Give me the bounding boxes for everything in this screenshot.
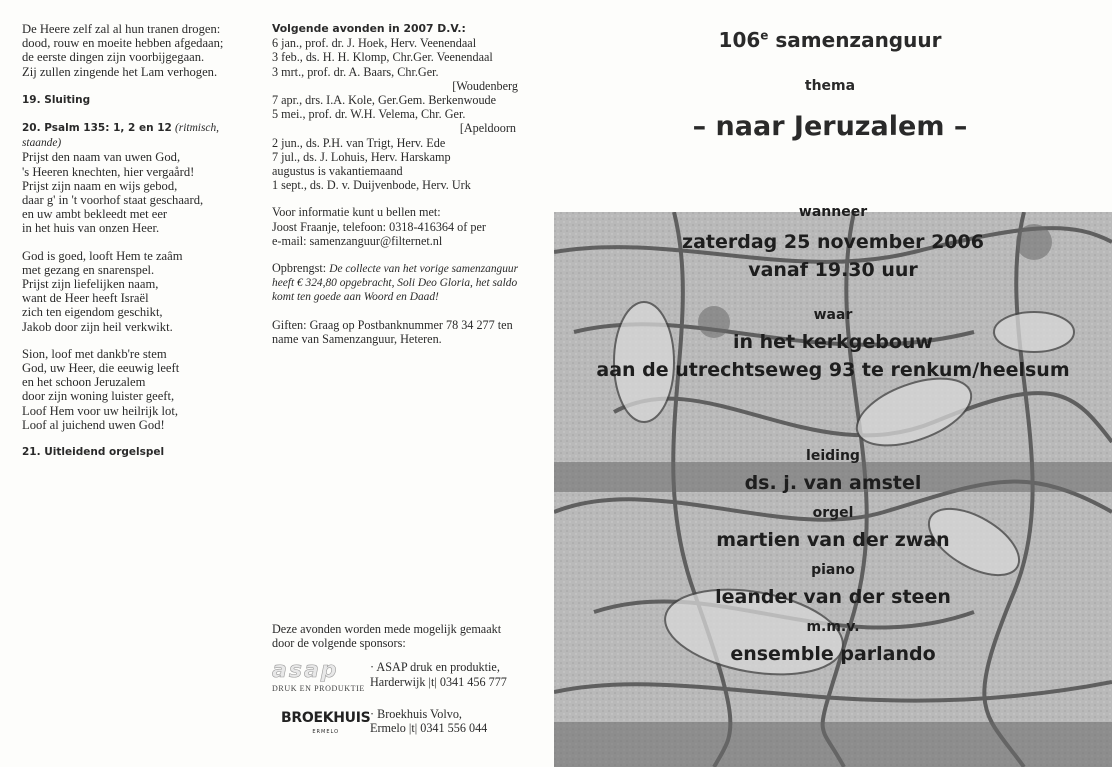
verse-line: en het schoon Jeruzalem xyxy=(22,375,146,390)
schedule-item: augustus is vakantiemaand xyxy=(272,164,403,179)
schedule-item: [Apeldoorn xyxy=(459,121,516,136)
verse-line: door zijn woning luister geeft, xyxy=(22,389,175,404)
schedule-heading: Volgende avonden in 2007 D.V.: xyxy=(272,22,466,35)
info-line: Joost Fraanje, telefoon: 0318-416364 of per xyxy=(272,219,486,234)
waar-label: waar xyxy=(813,307,853,323)
opbrengst-line: De collecte van het vorige samenzanguur xyxy=(329,263,519,276)
verse-line: want de Heer heeft Israël xyxy=(22,291,149,306)
verse-line: Zij zullen zingende het Lam verhogen. xyxy=(22,64,218,79)
asap-logo-sub: DRUK EN PRODUKTIE xyxy=(272,684,365,694)
info-line xyxy=(272,234,518,248)
item-21-heading: 21. Uitleidend orgelspel xyxy=(22,446,165,459)
sponsors-block xyxy=(272,622,522,739)
verse-line: Prijst zijn liefelijken naam, xyxy=(22,277,159,292)
contact-info xyxy=(272,205,518,248)
psalm-note: (ritmisch, staande) xyxy=(22,122,219,150)
broekhuis-logo xyxy=(272,707,370,739)
verse-line: Loof Hem voor uw heilrijk lot, xyxy=(22,403,178,418)
schedule-item: 5 mei., prof. dr. W.H. Velema, Chr. Ger. xyxy=(272,107,466,122)
schedule-item: 3 feb., ds. H. H. Klomp, Chr.Ger. Veenendaal xyxy=(272,50,493,65)
piano-name: leander van der steen xyxy=(715,586,951,608)
sponsors-intro-line: door de volgende sponsors: xyxy=(272,636,406,651)
mmv-name: ensemble parlando xyxy=(730,643,936,665)
verse-line: 's Heeren knechten, hier vergaård! xyxy=(22,164,195,179)
item-20-heading xyxy=(22,120,257,150)
psalm-stanza-3 xyxy=(22,347,257,432)
opbrengst-line: heeft € 324,80 opgebracht, Soli Deo Gloria, het saldo xyxy=(272,277,518,290)
verse-line: Sion, loof met dankb're stem xyxy=(22,346,167,361)
opbrengst xyxy=(272,261,518,305)
sponsor-line: · ASAP druk en produktie, xyxy=(370,660,500,675)
venue-address: aan de utrechtseweg 93 te renkum/heelsum xyxy=(596,359,1070,381)
schedule-list xyxy=(272,36,518,192)
event-number: 106 xyxy=(718,28,761,52)
asap-logo-mark: asap xyxy=(272,658,339,684)
verse-line: en uw ambt bekleedt met eer xyxy=(22,207,168,222)
cover-panel xyxy=(548,0,1112,767)
mmv-label: m.m.v. xyxy=(806,619,860,635)
item-19-heading: 19. Sluiting xyxy=(22,93,91,106)
sponsor-line: Harderwijk |t| 0341 456 777 xyxy=(370,674,507,689)
schedule-item: 7 apr., drs. I.A. Kole, Ger.Gem. Berkenwoude xyxy=(272,93,497,108)
left-column xyxy=(22,22,257,472)
thema-label: thema xyxy=(804,78,856,94)
orgel-label: orgel xyxy=(812,505,854,521)
email-text: e-mail: samenzanguur@filternet.nl xyxy=(272,233,443,248)
wanneer-label: wanneer xyxy=(798,204,868,220)
psalm-stanza-2 xyxy=(22,249,257,334)
sponsor-asap xyxy=(272,660,522,696)
opening-stanza xyxy=(22,22,257,79)
event-title xyxy=(548,28,1112,52)
schedule-item: 2 jun., ds. P.H. van Trigt, Herv. Ede xyxy=(272,135,446,150)
verse-line: God is goed, looft Hem te zaâm xyxy=(22,248,183,263)
verse-line: God, uw Heer, die eeuwig leeft xyxy=(22,361,180,376)
schedule-item: 1 sept., ds. D. v. Duijvenbode, Herv. Urk xyxy=(272,178,471,193)
giften-line: name van Samenzanguur, Heteren. xyxy=(272,331,442,346)
sponsor-line: · Broekhuis Volvo, xyxy=(370,706,462,721)
opbrengst-label: Opbrengst: xyxy=(272,261,327,276)
verse-line: zich ten eigendom geschikt, xyxy=(22,305,163,320)
verse-line: Loof al juichend uwen God! xyxy=(22,417,165,432)
verse-line: in het huis van onzen Heer. xyxy=(22,221,160,236)
schedule-item: 3 mrt., prof. dr. A. Baars, Chr.Ger. xyxy=(272,64,439,79)
verse-line: de eerste dingen zijn voorbijgegaan. xyxy=(22,50,205,65)
verse-line: daar g' in 't voorhof staat geschaard, xyxy=(22,193,204,208)
giften xyxy=(272,318,518,346)
leiding-name: ds. j. van amstel xyxy=(744,472,922,494)
giften-line: Giften: Graag op Postbanknummer 78 34 277 ten xyxy=(272,317,513,332)
thema-title: – naar Jeruzalem – xyxy=(692,111,968,142)
middle-column xyxy=(272,22,518,359)
schedule-item: 7 jul., ds. J. Lohuis, Herv. Harskamp xyxy=(272,149,451,164)
orgel-name: martien van der zwan xyxy=(716,529,950,551)
event-title-text: samenzanguur xyxy=(768,28,942,52)
event-date: zaterdag 25 november 2006 xyxy=(682,231,984,253)
asap-logo xyxy=(272,660,370,696)
verse-line: Jakob door zijn heil verkwikt. xyxy=(22,319,173,334)
psalm-heading: 20. Psalm 135: 1, 2 en 12 xyxy=(22,122,172,135)
verse-line: Prijst zijn naam en wijs gebod, xyxy=(22,178,178,193)
event-time: vanaf 19.30 uur xyxy=(748,259,918,281)
broekhuis-diamond-icon xyxy=(269,719,280,730)
sponsor-broekhuis xyxy=(272,707,522,739)
piano-label: piano xyxy=(811,562,855,578)
sponsors-intro-line: Deze avonden worden mede mogelijk gemaakt xyxy=(272,622,502,636)
venue-name: in het kerkgebouw xyxy=(732,331,933,353)
schedule-item: 6 jan., prof. dr. J. Hoek, Herv. Veenendaal xyxy=(272,36,477,51)
event-number-sup: e xyxy=(760,28,769,43)
verse-line: De Heere zelf zal al hun tranen drogen: xyxy=(22,22,221,36)
leiding-label: leiding xyxy=(806,448,860,464)
opbrengst-line: komt ten goede aan Woord en Daad! xyxy=(272,291,439,304)
verse-line: dood, rouw en moeite hebben afgedaan; xyxy=(22,36,224,51)
psalm-stanza-1 xyxy=(22,150,257,235)
broekhuis-logo-text: BROEKHUIS xyxy=(281,709,371,726)
sponsor-line: Ermelo |t| 0341 556 044 xyxy=(370,720,488,735)
schedule-item: [Woudenberg xyxy=(452,78,518,93)
info-line: Voor informatie kunt u bellen met: xyxy=(272,205,441,220)
verse-line: met gezang en snarenspel. xyxy=(22,262,155,277)
broekhuis-logo-sub: ERMELO xyxy=(312,728,340,735)
verse-line: Prijst den naam van uwen God, xyxy=(22,150,181,165)
